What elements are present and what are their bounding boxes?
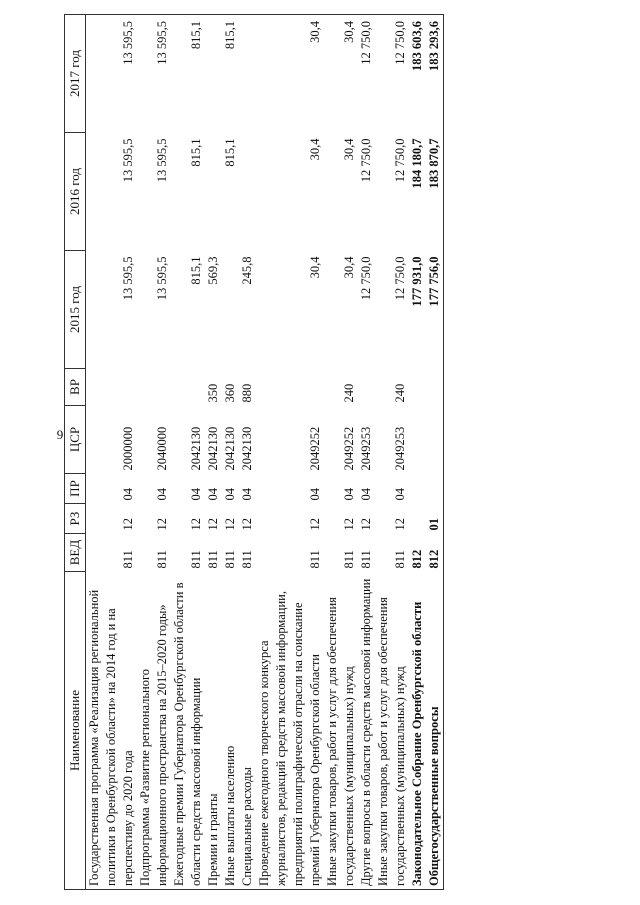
cell-pr: 04 bbox=[393, 488, 407, 501]
cell-name: Премии и гранты bbox=[205, 572, 222, 890]
cell-y2015: 30,4 bbox=[342, 256, 356, 279]
cell-rz: 12 bbox=[308, 518, 322, 531]
cell-rz bbox=[409, 504, 426, 534]
cell-ved: 811 bbox=[121, 550, 135, 569]
cell-y2016 bbox=[239, 133, 256, 251]
cell-y2017: 30,4 bbox=[256, 15, 324, 133]
cell-csr bbox=[409, 406, 426, 474]
cell-y2015: 177 931,0 bbox=[410, 256, 424, 307]
cell-name: Законодательное Собрание Оренбургской области bbox=[409, 572, 426, 890]
table-row bbox=[358, 15, 375, 890]
cell-name: Проведение ежегодного творческого конкурса журналистов, редакций средств массовой информации, предприятий полиграфической отрасли на соискание премий Губернатора Оренбургской области bbox=[256, 572, 324, 890]
cell-y2015: 12 750,0 bbox=[393, 256, 407, 301]
table-body bbox=[86, 15, 444, 890]
cell-y2017: 815,1 bbox=[171, 15, 205, 133]
cell-name: Государственная программа «Реализация региональной политики в Оренбургской области» на 2014 год и на перспективу до 2020 года bbox=[86, 572, 138, 890]
cell-rz: 12 bbox=[240, 518, 254, 531]
cell-vr bbox=[171, 369, 205, 406]
cell-csr: 2040000 bbox=[155, 426, 169, 471]
cell-ved: 812 bbox=[426, 534, 444, 572]
cell-y2016: 12 750,0 bbox=[359, 138, 373, 183]
budget-table-rotated bbox=[64, 15, 616, 890]
cell-pr: 04 bbox=[206, 488, 220, 501]
cell-y2017: 12 750,0 bbox=[375, 15, 409, 133]
table-row bbox=[256, 15, 324, 890]
header-rz: РЗ bbox=[65, 504, 86, 534]
cell-pr: 04 bbox=[189, 488, 203, 501]
cell-rz: 12 bbox=[206, 518, 220, 531]
cell-vr bbox=[86, 369, 138, 406]
cell-y2015: 13 595,5 bbox=[155, 256, 169, 301]
cell-ved: 811 bbox=[223, 550, 237, 569]
cell-vr bbox=[358, 369, 375, 406]
cell-pr: 04 bbox=[359, 488, 373, 501]
cell-vr: 360 bbox=[223, 383, 237, 403]
table-row bbox=[171, 15, 205, 890]
cell-ved: 811 bbox=[393, 550, 407, 569]
cell-y2017 bbox=[239, 15, 256, 133]
cell-y2016: 30,4 bbox=[308, 138, 322, 161]
table-row bbox=[86, 15, 138, 890]
header-pr: ПР bbox=[65, 474, 86, 504]
cell-vr: 350 bbox=[206, 383, 220, 403]
cell-csr: 2042130 bbox=[189, 426, 203, 471]
cell-pr: 04 bbox=[223, 488, 237, 501]
cell-y2017: 13 595,5 bbox=[137, 15, 171, 133]
table-row bbox=[324, 15, 358, 890]
cell-name: Общегосударственные вопросы bbox=[426, 572, 444, 890]
cell-csr: 2042130 bbox=[223, 426, 237, 471]
cell-y2016: 184 180,7 bbox=[410, 138, 424, 189]
cell-ved: 811 bbox=[155, 550, 169, 569]
header-vr: ВР bbox=[65, 369, 86, 406]
budget-table bbox=[64, 14, 444, 890]
cell-rz: 12 bbox=[223, 518, 237, 531]
cell-y2015: 12 750,0 bbox=[359, 256, 373, 301]
header-2016: 2016 год bbox=[65, 133, 86, 251]
cell-ved: 811 bbox=[240, 550, 254, 569]
cell-pr: 04 bbox=[308, 488, 322, 501]
cell-y2017: 815,1 bbox=[222, 15, 239, 133]
header-ved: ВЕД bbox=[65, 534, 86, 572]
cell-y2017: 13 595,5 bbox=[86, 15, 138, 133]
cell-y2016: 13 595,5 bbox=[155, 138, 169, 183]
cell-y2017 bbox=[205, 15, 222, 133]
cell-y2016: 815,1 bbox=[189, 138, 203, 167]
cell-ved: 812 bbox=[410, 549, 424, 569]
cell-rz: 01 bbox=[426, 504, 444, 534]
cell-rz: 12 bbox=[121, 518, 135, 531]
cell-csr: 2049253 bbox=[359, 426, 373, 471]
cell-rz: 12 bbox=[342, 518, 356, 531]
cell-vr: 240 bbox=[393, 383, 407, 403]
cell-csr: 2042130 bbox=[240, 426, 254, 471]
cell-vr bbox=[256, 369, 324, 406]
header-2015: 2015 год bbox=[65, 251, 86, 369]
cell-y2015: 177 756,0 bbox=[426, 251, 444, 369]
cell-name: Другие вопросы в области средств массовой информации bbox=[358, 572, 375, 890]
header-row bbox=[65, 15, 86, 890]
table-row bbox=[426, 15, 444, 890]
cell-ved: 811 bbox=[308, 550, 322, 569]
cell-csr: 2049252 bbox=[342, 426, 356, 471]
cell-name: Иные закупки товаров, работ и услуг для обеспечения государственных (муниципальных) нужд bbox=[324, 572, 358, 890]
cell-ved: 811 bbox=[189, 550, 203, 569]
cell-vr: 240 bbox=[342, 383, 356, 403]
cell-y2017: 30,4 bbox=[324, 15, 358, 133]
table-row bbox=[205, 15, 222, 890]
cell-name: Ежегодные премии Губернатора Оренбургской области в области средств массовой информации bbox=[171, 572, 205, 890]
table-row bbox=[409, 15, 426, 890]
cell-name: Иные выплаты населению bbox=[222, 572, 239, 890]
cell-y2016: 183 870,7 bbox=[426, 133, 444, 251]
cell-name: Подпрограмма «Развитие регионального информационного пространства на 2015–2020 годы» bbox=[137, 572, 171, 890]
header-2017: 2017 год bbox=[65, 15, 86, 133]
header-csr: ЦСР bbox=[65, 406, 86, 474]
cell-name: Специальные расходы bbox=[239, 572, 256, 890]
cell-csr: 2042130 bbox=[206, 426, 220, 471]
table-row bbox=[375, 15, 409, 890]
cell-y2017: 183 603,6 bbox=[409, 15, 426, 133]
cell-ved: 811 bbox=[342, 550, 356, 569]
cell-y2016 bbox=[205, 133, 222, 251]
cell-y2015: 815,1 bbox=[189, 256, 203, 285]
cell-y2016: 13 595,5 bbox=[121, 138, 135, 183]
cell-vr: 880 bbox=[240, 383, 254, 403]
cell-pr: 04 bbox=[240, 488, 254, 501]
cell-csr: 2049252 bbox=[308, 426, 322, 471]
table-row bbox=[222, 15, 239, 890]
cell-rz: 12 bbox=[359, 518, 373, 531]
cell-ved: 811 bbox=[359, 550, 373, 569]
cell-y2016: 12 750,0 bbox=[393, 138, 407, 183]
cell-csr bbox=[426, 406, 444, 474]
cell-y2015: 30,4 bbox=[308, 256, 322, 279]
cell-pr: 04 bbox=[121, 488, 135, 501]
cell-name: Иные закупки товаров, работ и услуг для обеспечения государственных (муниципальных) нужд bbox=[375, 572, 409, 890]
cell-y2016: 30,4 bbox=[342, 138, 356, 161]
page-number: 9 bbox=[56, 427, 64, 442]
cell-rz: 12 bbox=[393, 518, 407, 531]
cell-pr bbox=[426, 474, 444, 504]
cell-y2017: 12 750,0 bbox=[358, 15, 375, 133]
cell-vr bbox=[426, 369, 444, 406]
cell-csr: 2000000 bbox=[121, 426, 135, 471]
cell-vr bbox=[409, 369, 426, 406]
cell-csr: 2049253 bbox=[393, 426, 407, 471]
cell-y2015 bbox=[222, 251, 239, 369]
cell-y2016: 815,1 bbox=[223, 138, 237, 167]
cell-pr: 04 bbox=[155, 488, 169, 501]
cell-y2017: 183 293,6 bbox=[426, 15, 444, 133]
cell-ved: 811 bbox=[206, 550, 220, 569]
cell-y2015: 245,8 bbox=[240, 256, 254, 285]
header-name: Наименование bbox=[65, 572, 86, 890]
cell-rz: 12 bbox=[189, 518, 203, 531]
cell-vr bbox=[137, 369, 171, 406]
cell-pr bbox=[409, 474, 426, 504]
cell-y2015: 13 595,5 bbox=[121, 256, 135, 301]
cell-rz: 12 bbox=[155, 518, 169, 531]
table-row bbox=[239, 15, 256, 890]
cell-y2015: 569,3 bbox=[206, 256, 220, 285]
cell-pr: 04 bbox=[342, 488, 356, 501]
table-row bbox=[137, 15, 171, 890]
